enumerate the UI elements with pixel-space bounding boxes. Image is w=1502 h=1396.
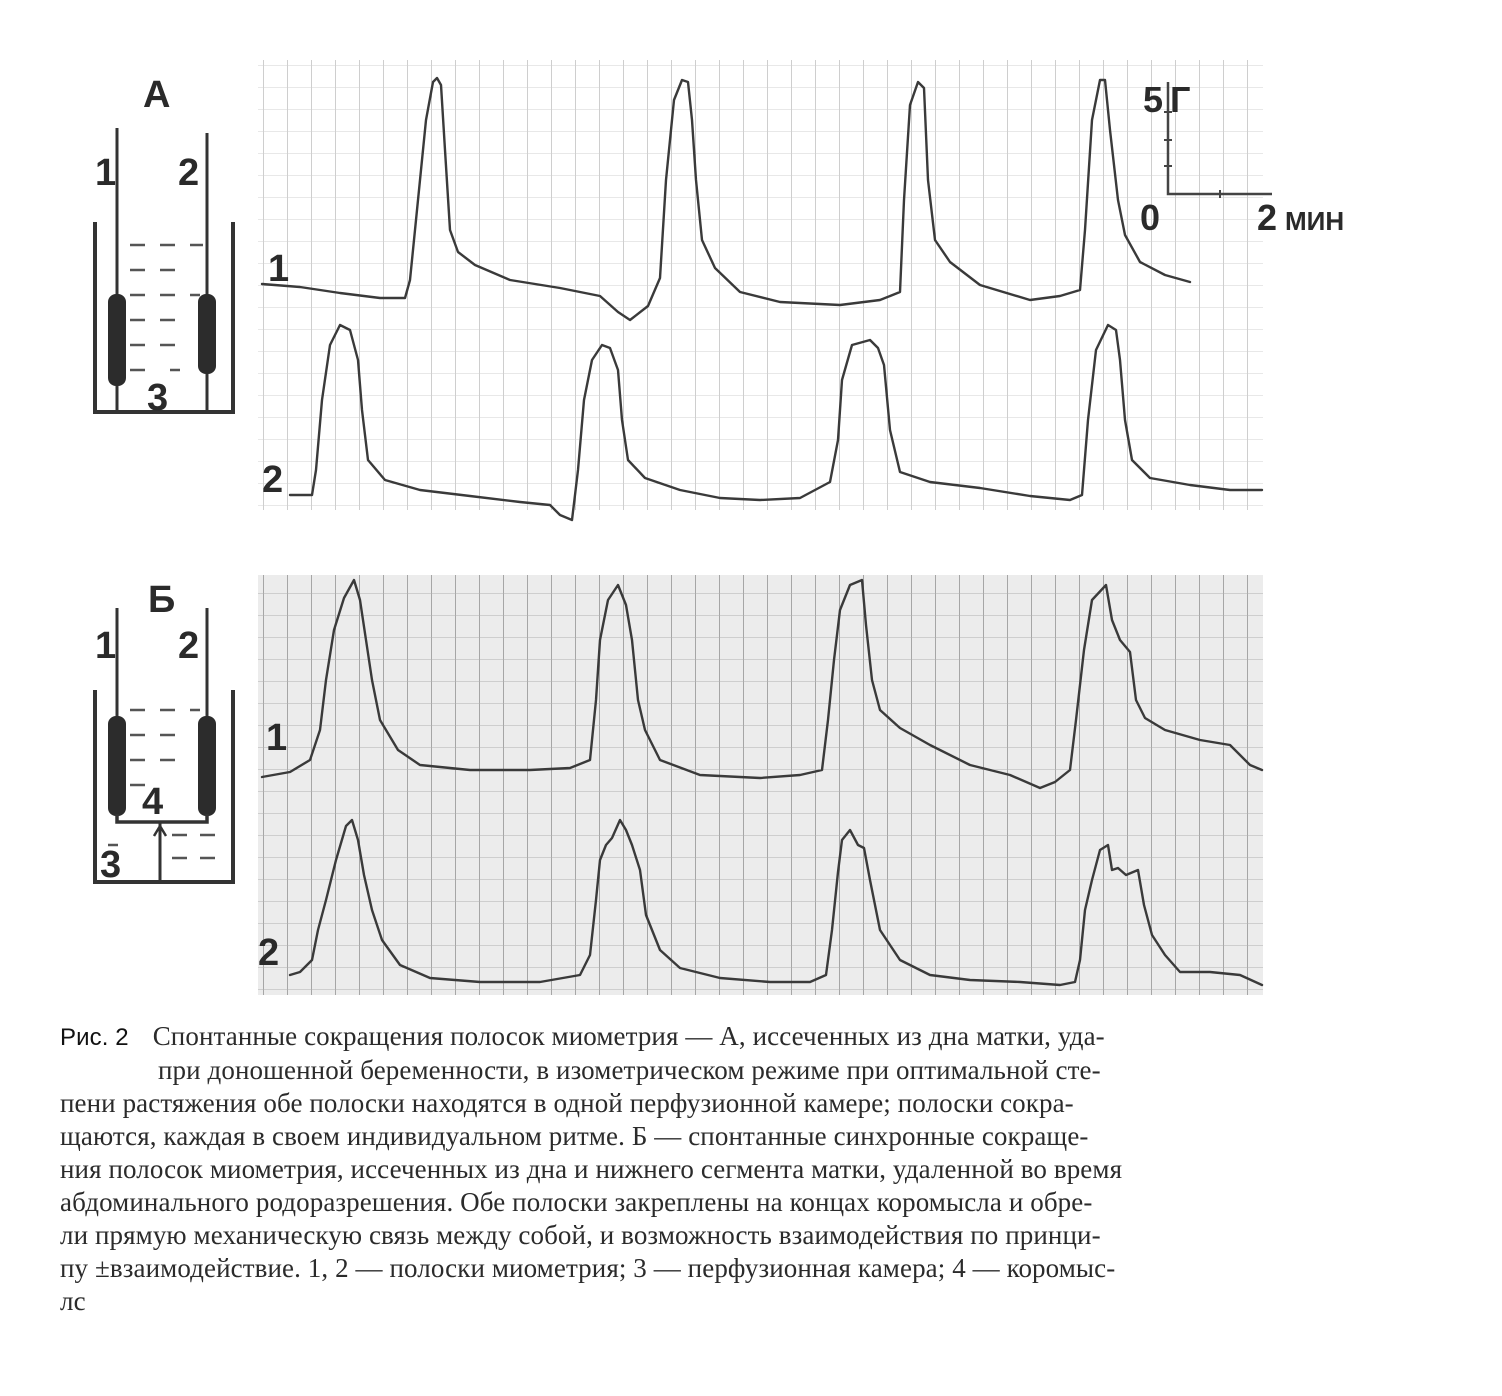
chart-grid-b [258, 575, 1263, 995]
caption-line: пени растяжения обе полоски находятся в одной перфузионной камере; полоски сокра- [60, 1088, 1074, 1118]
panel-b-diagram [95, 579, 233, 886]
panel-b-chamber-label: 3 [100, 844, 122, 886]
panel-a-strip-2-label: 2 [178, 152, 200, 194]
panel-b-strip-1 [108, 716, 126, 816]
panel-b-strip-2-label: 2 [178, 625, 200, 667]
caption-line: абдоминального родоразрешения. Обе полоски закреплены на концах коромысла и обре- [60, 1187, 1093, 1217]
scale-time-value: 2 [1257, 197, 1278, 238]
panel-a-chamber-label: 3 [147, 377, 169, 419]
scale-time-zero: 0 [1140, 197, 1161, 238]
panel-a-strip-1 [108, 294, 126, 386]
figure-caption [60, 1020, 1380, 1318]
caption-line: при доношенной беременности, в изометрическом режиме при оптимальной сте- [158, 1055, 1101, 1085]
caption-line: ли прямую механическую связь между собой, и возможность взаимодействия по принци- [60, 1220, 1101, 1250]
panel-b-letter: Б [148, 579, 176, 621]
caption-prefix: Рис. 2 [60, 1024, 129, 1051]
panel-b-rocker-label: 4 [142, 781, 164, 823]
caption-line: щаются, каждая в своем индивидуальном ритме. Б — спонтанные синхронные сокраще- [60, 1121, 1089, 1151]
caption-line: лс [60, 1286, 86, 1316]
panel-a-trace-2-label: 2 [262, 459, 284, 501]
panel-a-strip-2 [198, 294, 216, 374]
panel-b-strip-1-label: 1 [95, 625, 117, 667]
caption-line: пу ±взаимодействие. 1, 2 — полоски миометрия; 3 — перфузионная камера; 4 — коромыс- [60, 1253, 1116, 1283]
scale-force-value: 5 [1143, 79, 1164, 120]
scale-time-unit: МИН [1285, 206, 1345, 236]
panel-a-strip-1-label: 1 [95, 152, 117, 194]
caption-line: ния полосок миометрия, иссеченных из дна и нижнего сегмента матки, удаленной во время [60, 1154, 1123, 1184]
scale-force-unit: Г [1170, 79, 1191, 120]
panel-b-trace-2-label: 2 [258, 932, 280, 974]
panel-b-trace-1-label: 1 [266, 717, 288, 759]
panel-b-strip-2 [198, 716, 216, 816]
caption-line: Рис. 2 Спонтанные сокращения полосок миометрия — А, иссеченных из дна матки, уда- [60, 1021, 1105, 1051]
panel-a-liquid [130, 245, 203, 370]
panel-a-letter: А [143, 74, 171, 116]
panel-a-diagram [95, 74, 233, 419]
panel-a-trace-1-label: 1 [268, 248, 290, 290]
